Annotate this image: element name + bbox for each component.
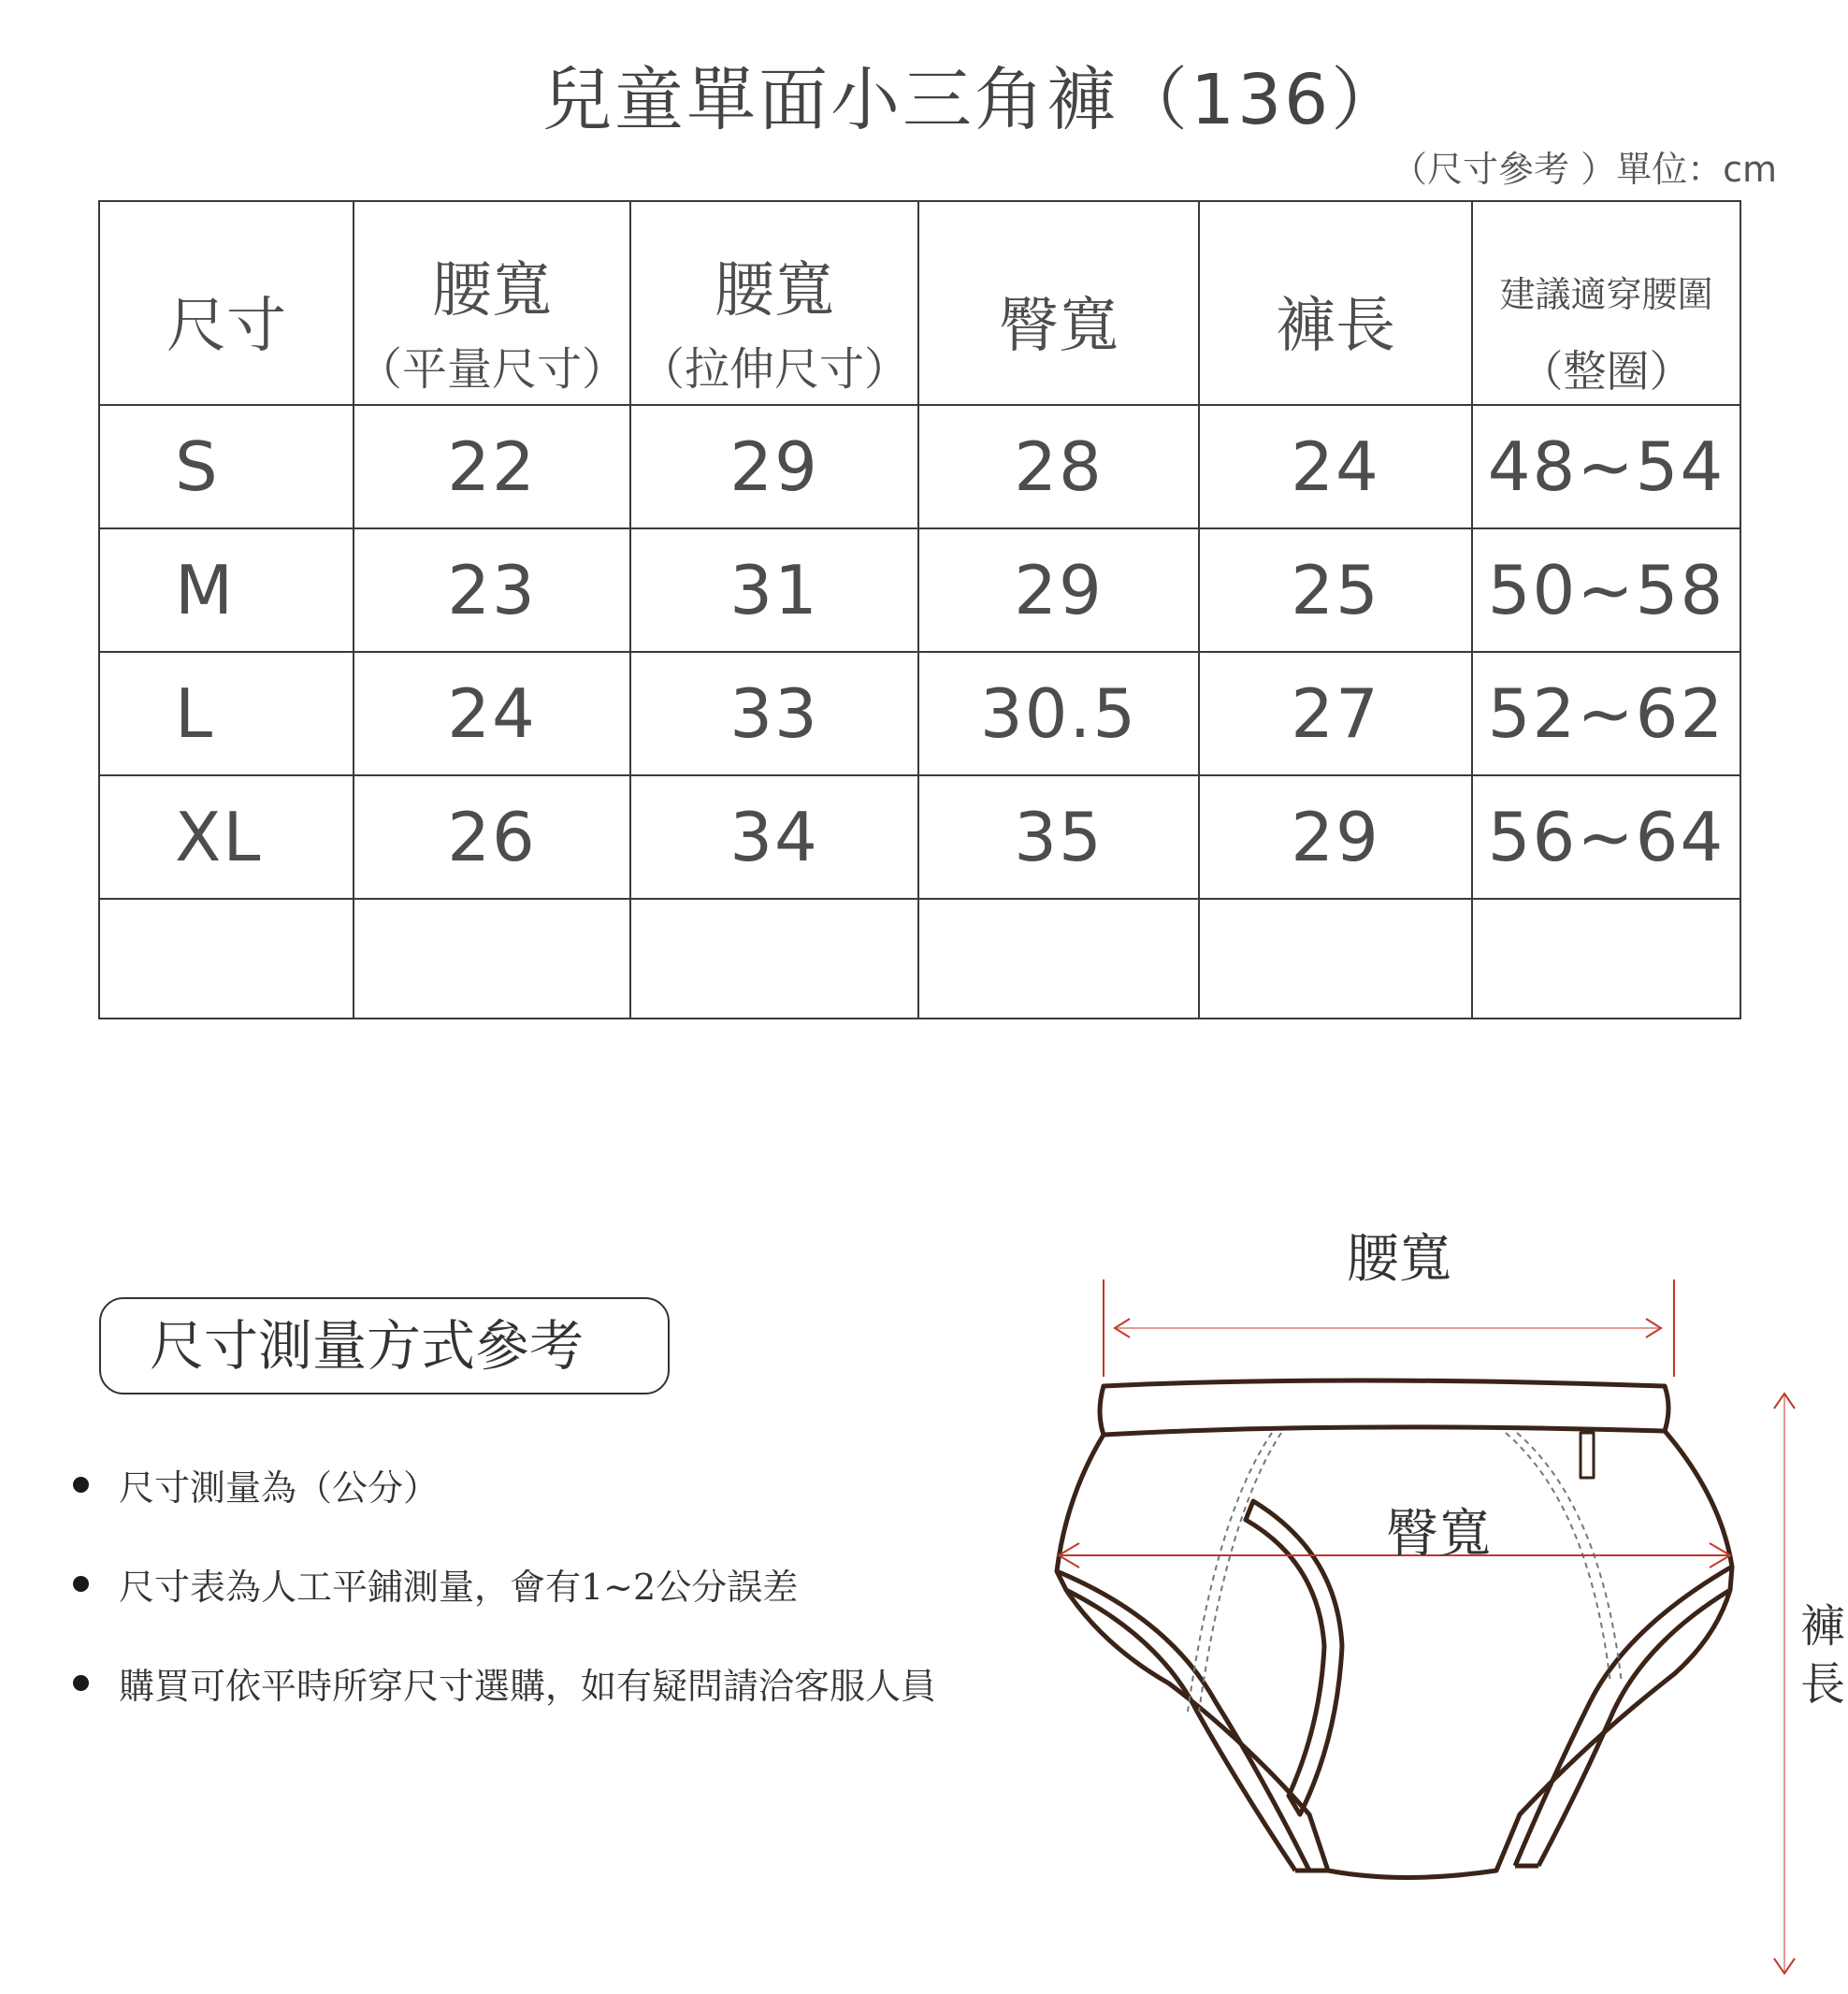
method-title-box: 尺寸測量方式參考 [99, 1297, 670, 1394]
cell-size: S [99, 405, 354, 528]
cell-size: M [99, 528, 354, 652]
cell-hip: 35 [918, 775, 1199, 899]
bullet-icon [73, 1576, 89, 1592]
diagram-waist-label: 腰寬 [1347, 1229, 1451, 1290]
table-row [99, 652, 1740, 775]
cell-suggested-waist: 48~54 [1472, 405, 1740, 528]
cell-waist-flat: 22 [354, 405, 630, 528]
table-row [99, 528, 1740, 652]
cell-waist-stretch: 33 [630, 652, 918, 775]
table-row-empty [99, 899, 1740, 1019]
cell-length: 29 [1199, 775, 1472, 899]
table-header-row [99, 201, 1740, 405]
cell-waist-stretch: 34 [630, 775, 918, 899]
cell-waist-stretch: 29 [630, 405, 918, 528]
diagram-length-label-2: 長 [1800, 1658, 1846, 1711]
cell-length: 24 [1199, 405, 1472, 528]
cell-waist-flat: 24 [354, 652, 630, 775]
header-waist-stretch: 腰寬 （拉伸尺寸） [630, 201, 918, 405]
cell-suggested-waist: 52~62 [1472, 652, 1740, 775]
cell-hip: 29 [918, 528, 1199, 652]
briefs-outline-icon [1057, 1380, 1732, 1878]
note-item [73, 1558, 798, 1610]
cell-size: L [99, 652, 354, 775]
note-text: 尺寸測量為（公分） [119, 1467, 440, 1509]
header-length: 褲長 [1199, 201, 1472, 405]
cell-waist-flat: 23 [354, 528, 630, 652]
bullet-icon [73, 1477, 89, 1493]
header-hip: 臀寬 [918, 201, 1199, 405]
note-text: 尺寸表為人工平鋪測量，會有1~2公分誤差 [119, 1567, 799, 1608]
header-waist-flat: 腰寬 （平量尺寸） [354, 201, 630, 405]
stitch-lines [1188, 1433, 1622, 1712]
cell-waist-stretch: 31 [630, 528, 918, 652]
cell-suggested-waist: 56~64 [1472, 775, 1740, 899]
size-table [98, 200, 1741, 1019]
cell-waist-flat: 26 [354, 775, 630, 899]
header-suggested-waist: 建議適穿腰圍 （整圈） [1472, 201, 1740, 405]
cell-size: XL [99, 775, 354, 899]
diagram-length-label-1: 褲 [1800, 1600, 1846, 1653]
header-size: 尺寸 [99, 201, 354, 405]
note-item [73, 1459, 439, 1510]
cell-hip: 28 [918, 405, 1199, 528]
table-row [99, 775, 1740, 899]
table-row [99, 405, 1740, 528]
diagram-hip-label: 臀寬 [1386, 1504, 1491, 1565]
unit-note: （尺寸參考 ）單位：cm [1392, 149, 1777, 190]
cell-length: 27 [1199, 652, 1472, 775]
cell-hip: 30.5 [918, 652, 1199, 775]
bullet-icon [73, 1675, 89, 1691]
cell-length: 25 [1199, 528, 1472, 652]
briefs-diagram [1029, 1216, 1833, 1983]
cell-suggested-waist: 50~58 [1472, 528, 1740, 652]
note-item [73, 1657, 936, 1709]
page-title: 兒童單面小三角褲（136） [542, 60, 1404, 140]
note-text: 購買可依平時所穿尺寸選購，如有疑問請洽客服人員 [119, 1666, 937, 1707]
